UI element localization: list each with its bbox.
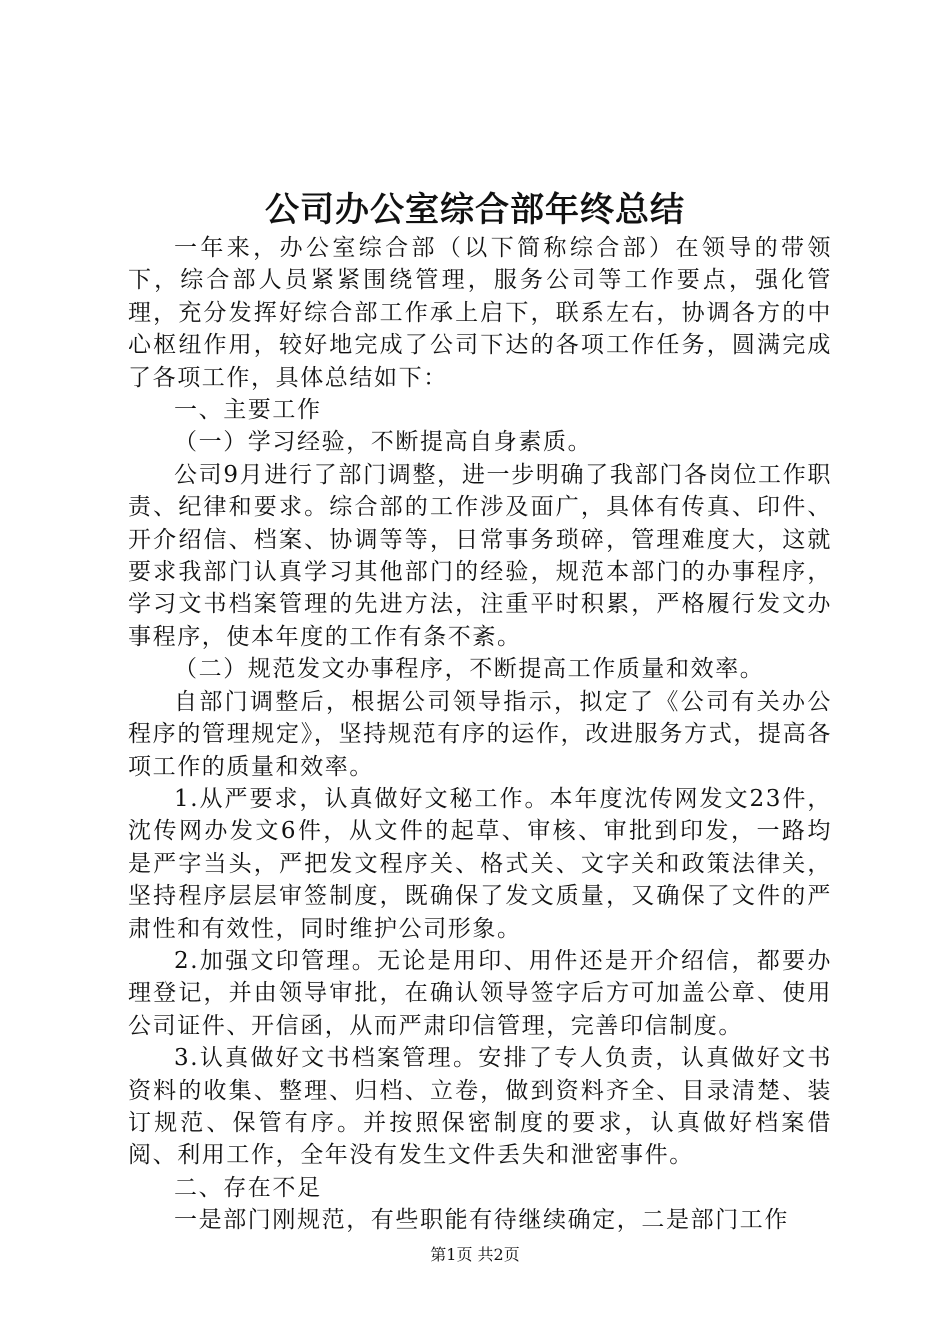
paragraph-item-1: 1.从严要求，认真做好文秘工作。本年度沈传网发文23件，沈传网办发文6件，从文件的起草、审核、审批到印发，一路均是严字当头，严把发文程序关、格式关、文字关和政策法律关，坚持程序层层审签制度，既确保了发文质量，又确保了文件的严肃性和有效性，同时维护公司形象。 (128, 785, 832, 942)
paragraph-item-2: 2.加强文印管理。无论是用印、用件还是开介绍信，都要办理登记，并由领导审批，在确认领导签字后方可加盖公章、使用公司证件、开信函，从而严肃印信管理，完善印信制度。 (128, 947, 832, 1039)
paragraph-procedures: 自部门调整后，根据公司领导指示，拟定了《公司有关办公程序的管理规定》，坚持规范有序的运作，改进服务方式，提高各项工作的质量和效率。 (128, 688, 832, 780)
heading-main-work: 一、主要工作 (174, 397, 322, 424)
page-number: 第1页 共2页 (430, 1245, 520, 1264)
paragraph-learning: 公司9月进行了部门调整，进一步明确了我部门各岗位工作职责、纪律和要求。综合部的工作涉及面广，具体有传真、印件、开介绍信、档案、协调等等，日常事务琐碎，管理难度大，这就要求我部门认真学习其他部门的经验，规范本部门的办事程序，学习文书档案管理的先进方法，注重平时积累，严格履行发文办事程序，使本年度的工作有条不紊。 (128, 461, 832, 650)
subheading-procedures: （二）规范发文办事程序，不断提高工作质量和效率。 (174, 656, 765, 683)
document-body (128, 232, 832, 1237)
paragraph-shortcomings: 一是部门刚规范，有些职能有待继续确定，二是部门工作 (174, 1207, 789, 1234)
heading-shortcomings: 二、存在不足 (174, 1174, 322, 1201)
document-title: 公司办公室综合部年终总结 (265, 190, 685, 230)
paragraph-item-3: 3.认真做好文书档案管理。安排了专人负责，认真做好文书资料的收集、整理、归档、立卷，做到资料齐全、目录清楚、装订规范、保管有序。并按照保密制度的要求，认真做好档案借阅、利用工作，全年没有发生文件丢失和泄密事件。 (128, 1045, 832, 1169)
paragraph-intro: 一年来，办公室综合部（以下简称综合部）在领导的带领下，综合部人员紧紧围绕管理，服务公司等工作要点，强化管理，充分发挥好综合部工作承上启下，联系左右，协调各方的中心枢纽作用，较好地完成了公司下达的各项工作任务，圆满完成了各项工作，具体总结如下： (128, 235, 832, 391)
subheading-learning: （一）学习经验，不断提高自身素质。 (174, 429, 593, 456)
